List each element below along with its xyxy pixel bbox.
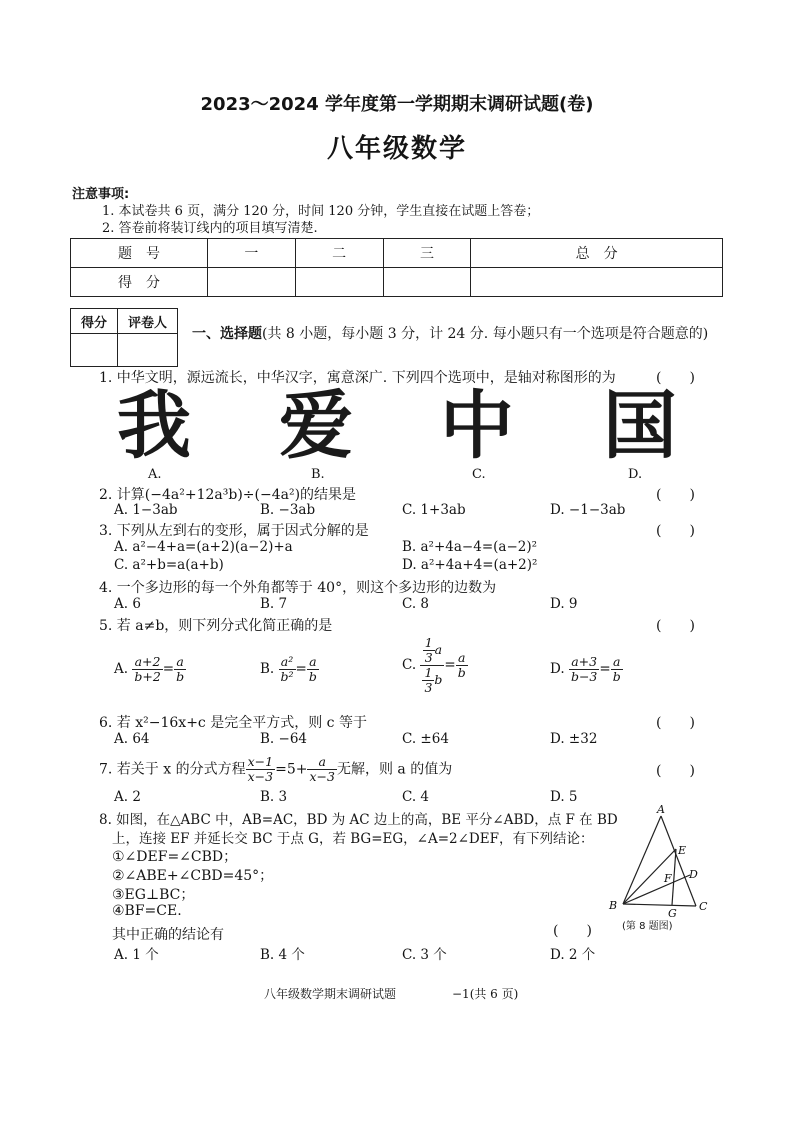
q1-glyph-d: 国 bbox=[603, 383, 677, 469]
q8-option-c: C. 3 个 bbox=[402, 947, 447, 963]
q5-label-a: A. bbox=[114, 661, 129, 677]
q5-option-a: A. $\frac{a+2}{b+2}$ = $\frac{a}{b}$ bbox=[114, 654, 185, 684]
point-a-label: A bbox=[657, 803, 665, 816]
q1-glyph-b: 爱 bbox=[279, 383, 353, 469]
section-1-heading bbox=[192, 323, 708, 343]
q8-triangle-figure bbox=[604, 802, 716, 934]
point-b-label: B bbox=[609, 899, 618, 912]
q3-option-b: B. a²+4a−4=(a−2)² bbox=[402, 539, 538, 555]
exam-subject: 八年级数学 bbox=[326, 134, 467, 164]
score-table bbox=[70, 238, 723, 297]
score-cell-2[interactable] bbox=[295, 268, 383, 297]
q3-option-c: C. a²+b=a(a+b) bbox=[114, 557, 224, 573]
q6-option-a: A. 64 bbox=[114, 731, 150, 747]
segment-bc bbox=[623, 904, 696, 906]
score-table-header-1: 一 bbox=[208, 239, 296, 268]
notes bbox=[72, 186, 539, 237]
q1-label-a: A. bbox=[148, 467, 162, 482]
score-table-row-label: 得 分 bbox=[71, 268, 208, 297]
q5-option-c: C. $\frac{1}{3}$ a $\frac{1}{3}$ b = $\frac{a}{b}$ bbox=[402, 635, 466, 695]
q8-option-a: A. 1 个 bbox=[114, 947, 159, 963]
q7-option-b: B. 3 bbox=[260, 789, 288, 805]
score-table-header-3: 三 bbox=[383, 239, 471, 268]
point-c-label: C bbox=[699, 900, 708, 913]
q7-fraction-1: $\frac{x-1}{x-3}$ bbox=[247, 754, 274, 784]
q5-option-d: D. $\frac{a+3}{b-3}$ = $\frac{a}{b}$ bbox=[550, 654, 621, 684]
notes-heading: 注意事项: bbox=[72, 187, 130, 202]
grader-score-label: 得分 bbox=[71, 309, 118, 334]
section-1-desc: (共 8 小题，每小题 3 分，计 24 分. 每小题只有一个选项是符合题意的) bbox=[262, 326, 709, 342]
q8-item-1: ①∠DEF=∠CBD； bbox=[112, 849, 238, 865]
q1-answer-paren[interactable]: ( ) bbox=[656, 370, 695, 386]
footer-title: 八年级数学期末调研试题 bbox=[264, 987, 397, 1001]
score-table-header-2: 二 bbox=[295, 239, 383, 268]
q2-answer-paren[interactable]: ( ) bbox=[656, 487, 695, 503]
q7-option-d: D. 5 bbox=[550, 789, 578, 805]
q7-fraction-2: $\frac{a}{x-3}$ bbox=[309, 754, 335, 784]
q1-glyph-a: 我 bbox=[117, 383, 191, 469]
q8-item-3: ③EG⊥BC； bbox=[112, 887, 195, 903]
q5-d-left-fraction: $\frac{a+3}{b-3}$ bbox=[570, 654, 598, 684]
q3-option-a: A. a²−4+a=(a+2)(a−2)+a bbox=[114, 539, 293, 555]
q5-a-left-fraction: $\frac{a+2}{b+2}$ bbox=[134, 654, 161, 684]
q2-option-d: D. −1−3ab bbox=[550, 502, 626, 518]
q6-option-b: B. −64 bbox=[260, 731, 307, 747]
point-e-label: E bbox=[678, 844, 687, 857]
q6-text: 6. 若 x²−16x+c 是完全平方式，则 c 等于 bbox=[99, 715, 367, 731]
grader-name-label: 评卷人 bbox=[118, 309, 178, 334]
q8-line-1: 8. 如图，在△ABC 中，AB=AC，BD 为 AC 边上的高，BE 平分∠ABD，点 F 在 BD bbox=[99, 812, 618, 828]
q5-b-left-fraction: $\frac{\text{a²}}{\text{b²}}$ bbox=[280, 654, 294, 684]
score-cell-1[interactable] bbox=[208, 268, 296, 297]
point-f-label: F bbox=[664, 872, 672, 885]
q5-b-right-fraction: $\frac{a}{b}$ bbox=[308, 654, 317, 684]
q2-text: 2. 计算(−4a²+12a³b)÷(−4a²)的结果是 bbox=[99, 487, 357, 503]
q1-label-c: C. bbox=[472, 467, 486, 482]
point-g-label: G bbox=[668, 907, 677, 920]
q5-c-right-fraction: $\frac{a}{b}$ bbox=[457, 650, 466, 680]
footer-page-number: −1(共 6 页) bbox=[452, 987, 519, 1001]
q5-a-right-fraction: $\frac{a}{b}$ bbox=[176, 654, 185, 684]
q6-answer-paren[interactable]: ( ) bbox=[656, 715, 695, 731]
segment-eg bbox=[672, 849, 676, 905]
score-cell-total[interactable] bbox=[471, 268, 723, 297]
q2-option-a: A. 1−3ab bbox=[114, 502, 178, 518]
q2-option-c: C. 1+3ab bbox=[402, 502, 466, 518]
score-cell-3[interactable] bbox=[383, 268, 471, 297]
note-item-1: 1. 本试卷共 6 页，满分 120 分，时间 120 分钟，学生直接在试题上答卷； bbox=[102, 204, 540, 219]
segment-ac bbox=[661, 816, 696, 906]
grader-score-cell[interactable] bbox=[71, 334, 118, 367]
grader-name-cell[interactable] bbox=[118, 334, 178, 367]
q8-option-d: D. 2 个 bbox=[550, 947, 596, 963]
q4-option-b: B. 7 bbox=[260, 596, 288, 612]
note-item-2: 2. 答卷前将装订线内的项目填写清楚. bbox=[102, 221, 318, 236]
q6-option-d: D. ±32 bbox=[550, 731, 598, 747]
q5-label-c: C. bbox=[402, 657, 417, 673]
q4-option-c: C. 8 bbox=[402, 596, 430, 612]
segment-ab bbox=[623, 816, 661, 904]
q8-ask: 其中正确的结论有 bbox=[112, 927, 224, 943]
q3-option-d: D. a²+4a+4=(a+2)² bbox=[402, 557, 538, 573]
q5-d-right-fraction: $\frac{a}{b}$ bbox=[612, 654, 621, 684]
q8-line-2: 上，连接 EF 并延长交 BC 于点 G，若 BG=EG，∠A=2∠DEF，有下列结论： bbox=[112, 831, 594, 847]
q5-answer-paren[interactable]: ( ) bbox=[656, 618, 695, 634]
q8-figure-caption: (第 8 题图) bbox=[622, 921, 673, 932]
point-d-label: D bbox=[689, 868, 698, 881]
q6-option-c: C. ±64 bbox=[402, 731, 449, 747]
score-table-header-total: 总 分 bbox=[471, 239, 723, 268]
q2-option-b: B. −3ab bbox=[260, 502, 316, 518]
q7-answer-paren[interactable]: ( ) bbox=[656, 763, 695, 779]
q4-text: 4. 一个多边形的每一个外角都等于 40°，则这个多边形的边数为 bbox=[99, 580, 497, 596]
q8-answer-paren[interactable]: ( ) bbox=[553, 923, 592, 939]
q1-label-d: D. bbox=[628, 467, 643, 482]
q4-option-a: A. 6 bbox=[114, 596, 141, 612]
exam-title: 2023～2024 学年度第一学期期末调研试题(卷) bbox=[200, 94, 594, 115]
q8-option-b: B. 4 个 bbox=[260, 947, 305, 963]
q5-label-b: B. bbox=[260, 661, 275, 677]
q7-option-a: A. 2 bbox=[114, 789, 141, 805]
q5-option-b: B. $\frac{\text{a²}}{\text{b²}}$ = $\frac{a}{b}$ bbox=[260, 654, 317, 684]
score-table-header-question: 题 号 bbox=[71, 239, 208, 268]
q5-c-left-fraction: $\frac{1}{3}$ a $\frac{1}{3}$ b bbox=[420, 636, 444, 695]
q1-glyph-c: 中 bbox=[440, 383, 514, 469]
q1-text: 1. 中华文明，源远流长，中华汉字，寓意深广. 下列四个选项中，是轴对称图形的为 bbox=[99, 370, 616, 386]
q3-answer-paren[interactable]: ( ) bbox=[656, 523, 695, 539]
section-1-title: 一、选择题 bbox=[192, 326, 262, 342]
q5-text: 5. 若 a≠b，则下列分式化简正确的是 bbox=[99, 618, 333, 634]
q4-option-d: D. 9 bbox=[550, 596, 578, 612]
q7-option-c: C. 4 bbox=[402, 789, 430, 805]
q7-text: 7. 若关于 x 的分式方程 $\frac{x-1}{x-3}$ =5+ $\frac{a}{x-3}$ 无解，则 a 的值为 bbox=[99, 754, 453, 784]
q3-text: 3. 下列从左到右的变形，属于因式分解的是 bbox=[99, 523, 369, 539]
q5-label-d: D. bbox=[550, 661, 565, 677]
grader-box bbox=[70, 308, 178, 367]
q1-label-b: B. bbox=[311, 467, 325, 482]
q8-item-2: ②∠ABE+∠CBD=45°； bbox=[112, 868, 274, 884]
q8-item-4: ④BF=CE. bbox=[112, 903, 182, 919]
